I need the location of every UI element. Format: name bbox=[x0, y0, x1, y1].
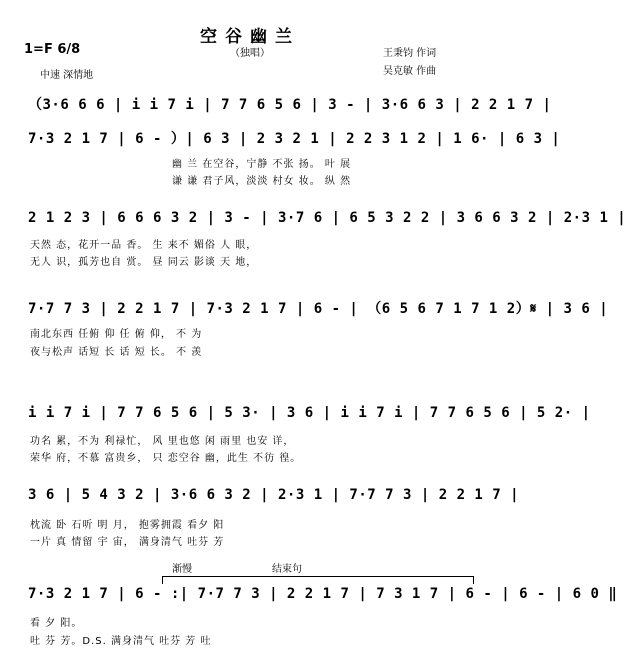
lyric-row-4-verse-2: 夜与松声 话短 长 话 短 长。 不 羡 bbox=[30, 347, 203, 358]
lyric-row-2-verse-2: 谦 谦 君子风，淡淡 村女 妆。 纵 然 bbox=[172, 176, 352, 187]
music-row-6: 3 6 | 5 4 3 2 | 3·6 6 3 2 | 2·3 1 | 7·7 7 3 | 2 2 1 7 | bbox=[28, 487, 520, 503]
lyric-row-7-verse-2: 吐 芬 芳。D.S. 满身清气 吐芬 芳 吐 bbox=[30, 636, 212, 647]
song-title: 空谷幽兰 bbox=[200, 27, 300, 47]
lyric-row-7-verse-1: 看 夕 阳。 bbox=[30, 618, 83, 629]
lyric-row-3-verse-1: 天然 态，花开一品 香。 生 来不 媚俗 人 眼， bbox=[30, 240, 258, 251]
music-row-7: 7·3 2 1 7 | 6 - :| 7·7 7 3 | 2 2 1 7 | 7 3 1 7 | 6 - | 6 - | 6 0 ‖ bbox=[28, 586, 618, 602]
lyricist-credit: 王秉钧 作词 bbox=[383, 48, 437, 59]
lyric-row-3-verse-2: 无人 识，孤芳也自 赏。 昼 同云 影谈 天 地， bbox=[30, 257, 258, 268]
ending-bracket-line bbox=[162, 576, 474, 577]
lyric-row-2-verse-1: 幽 兰 在空谷，宁静 不张 扬。 叶 展 bbox=[172, 159, 352, 170]
lyric-row-6-verse-2: 一片 真 情留 宇 宙， 满身清气 吐芬 芳 bbox=[30, 537, 225, 548]
ritardando-marker: 渐慢 bbox=[172, 564, 192, 575]
lyric-row-5-verse-1: 功名 累，不为 利禄忙， 风 里也悠 闲 雨里 也安 详， bbox=[30, 436, 295, 447]
lyric-row-5-verse-2: 荣华 府，不慕 富贵乡， 只 恋空谷 幽，此生 不彷 徨。 bbox=[30, 453, 302, 464]
ending-bracket-right-tick bbox=[473, 576, 474, 584]
music-row-3: 2 1 2 3 | 6 6 6 3 2 | 3 - | 3·7 6 | 6 5 3 2 2 | 3 6 6 3 2 | 2·3 1 | bbox=[28, 210, 626, 226]
music-row-5: i i 7 i | 7 7 6 5 6 | 5 3· | 3 6 | i i 7 i | 7 7 6 5 6 | 5 2· | bbox=[28, 405, 591, 421]
song-subtitle: （独唱） bbox=[230, 48, 270, 59]
ending-bracket-left-tick bbox=[162, 576, 163, 584]
music-row-2: 7·3 2 1 7 | 6 - ）| 6 3 | 2 3 2 1 | 2 2 3 1 2 | 1 6· | 6 3 | bbox=[28, 131, 561, 147]
lyric-row-6-verse-1: 枕流 卧 石听 明 月， 抱雾拥霞 看夕 阳 bbox=[30, 520, 225, 531]
music-row-4: 7·7 7 3 | 2 2 1 7 | 7·3 2 1 7 | 6 - | （6 5 6 7 1 7 1 2）𝄋 | 3 6 | bbox=[28, 301, 609, 317]
tempo-marking: 中速 深情地 bbox=[40, 70, 94, 81]
ending-phrase-marker: 结束句 bbox=[272, 564, 302, 575]
music-row-1: （3·6 6 6 | i i 7 i | 7 7 6 5 6 | 3 - | 3·6 6 3 | 2 2 1 7 | bbox=[28, 97, 552, 113]
key-signature: 1=F 6/8 bbox=[24, 42, 81, 57]
lyric-row-4-verse-1: 南北东西 任俯 仰 任 俯 仰， 不 为 bbox=[30, 329, 203, 340]
composer-credit: 吴克敏 作曲 bbox=[383, 66, 437, 77]
